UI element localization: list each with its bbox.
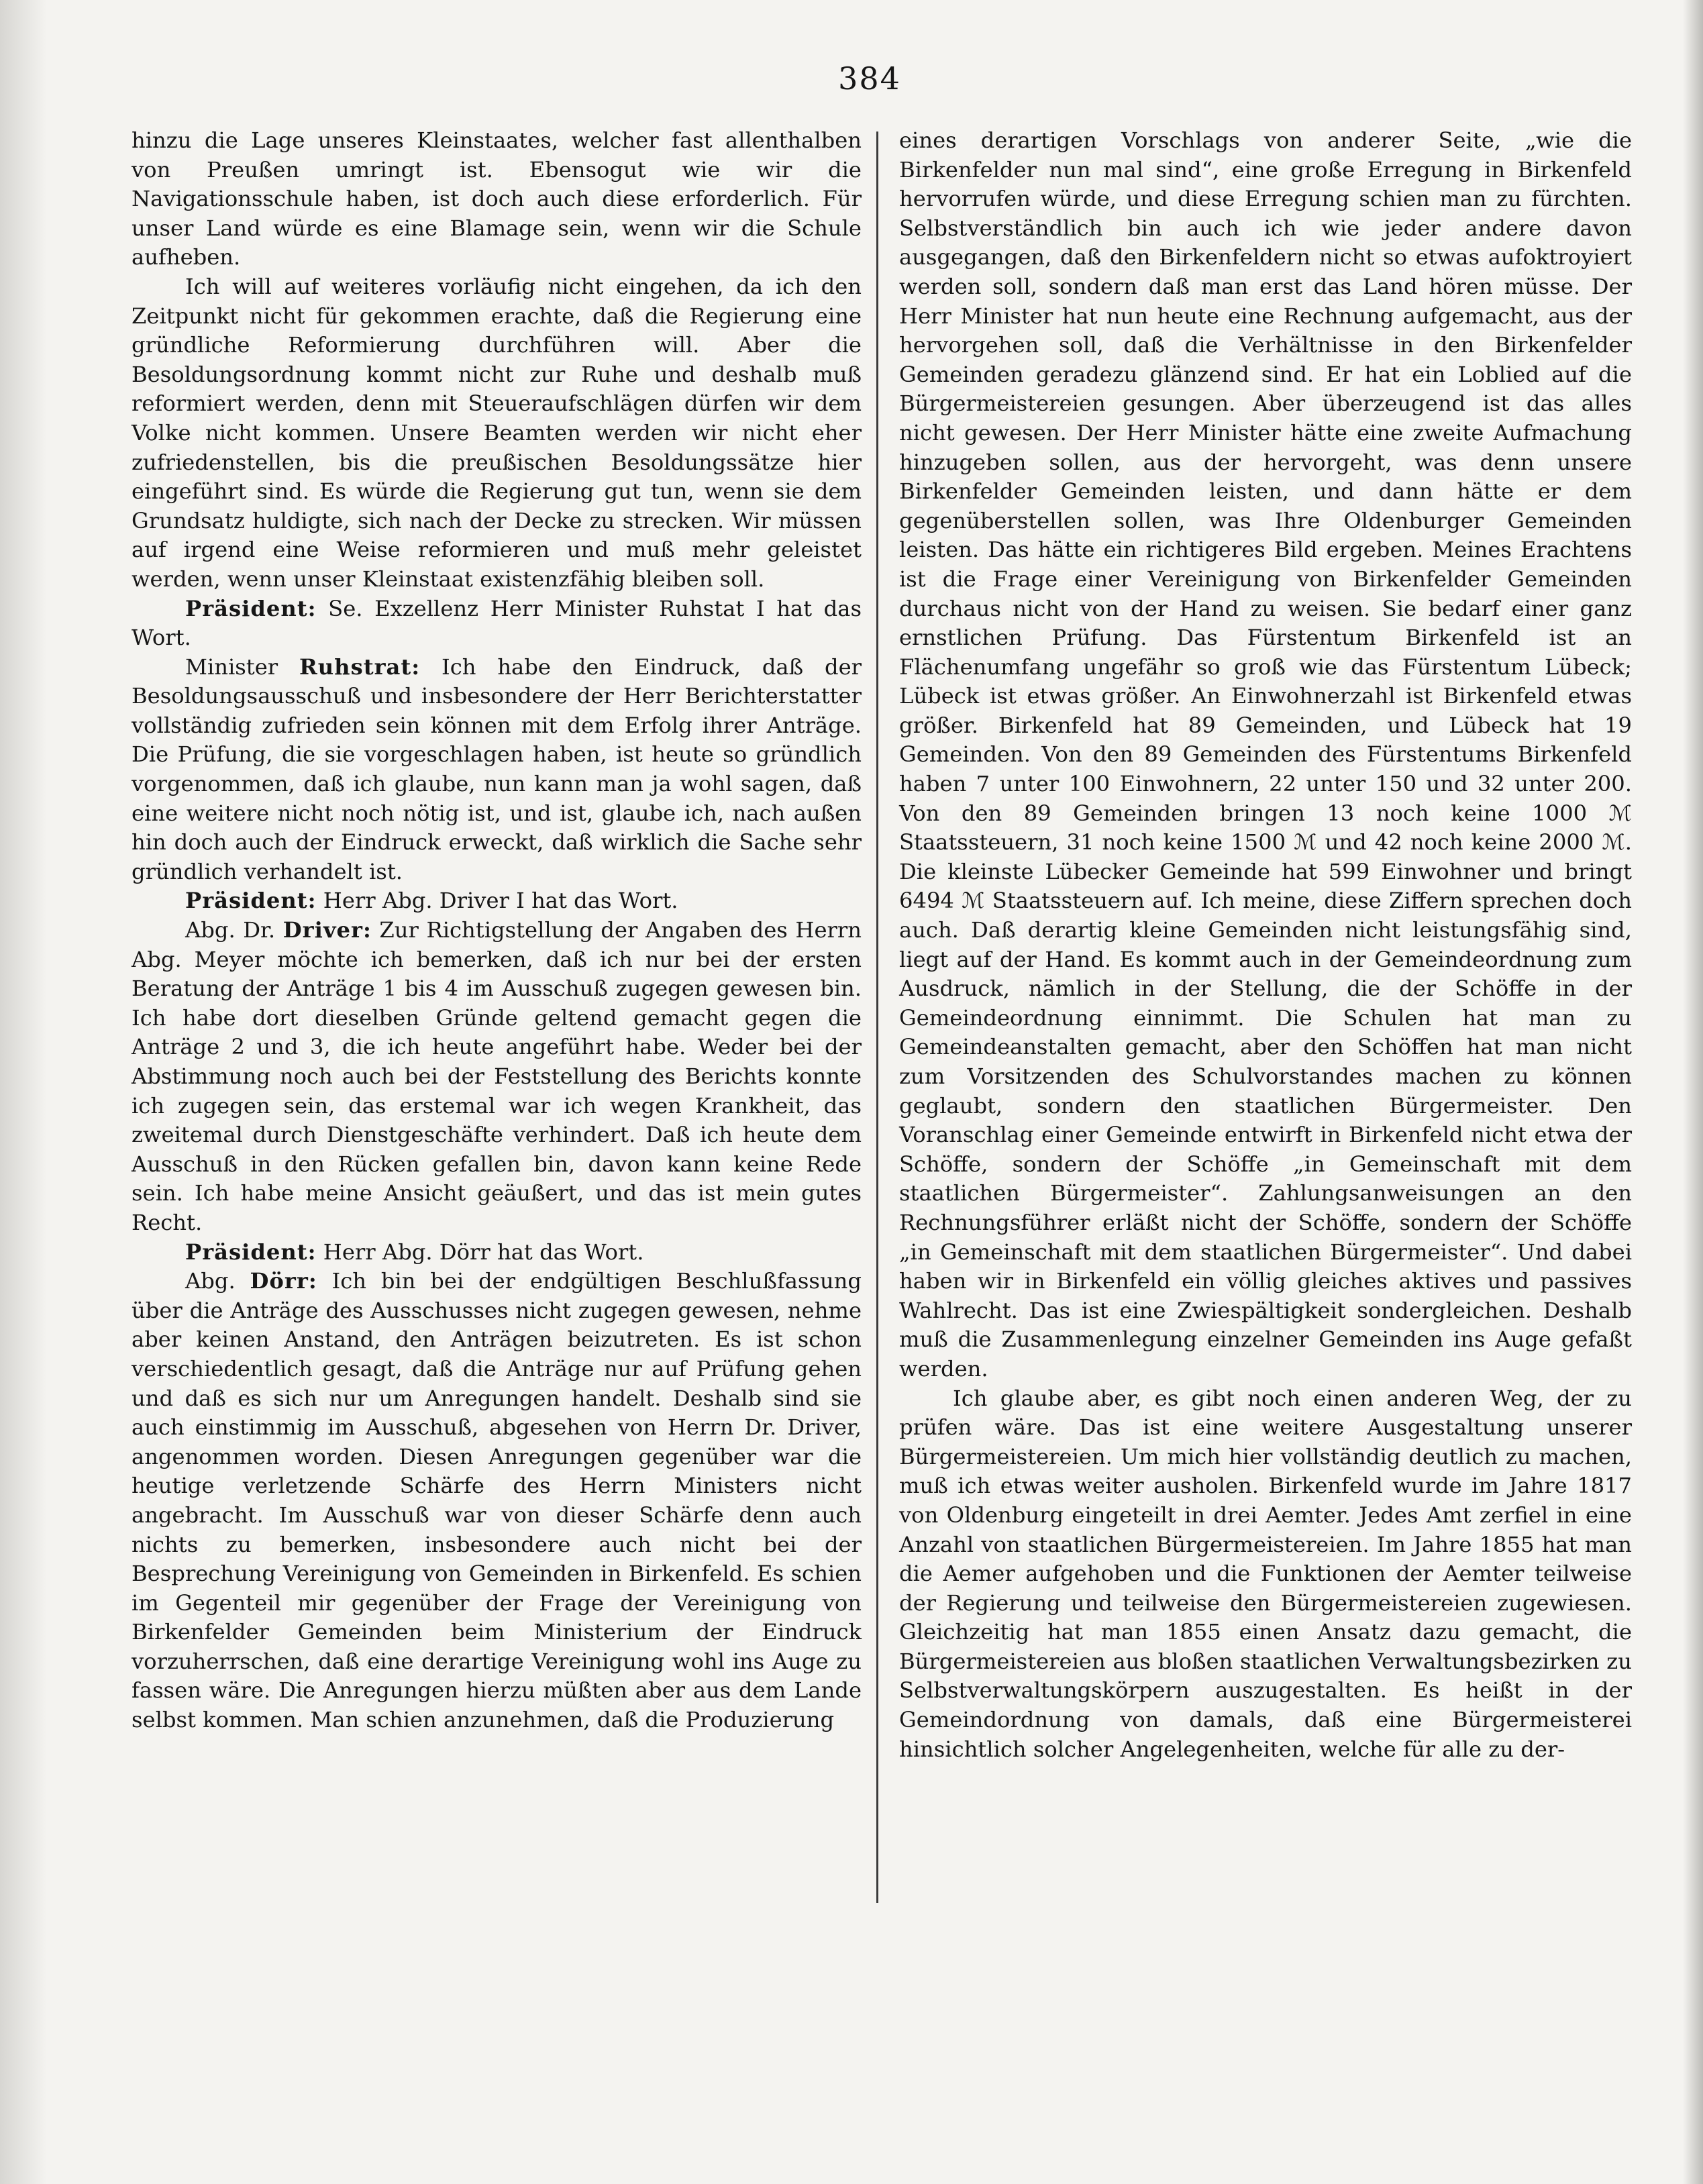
speech-entry — [132, 653, 862, 887]
speech-text: Ich habe den Eindruck, daß der Besoldungsausschuß und insbesondere der Herr Berichterstatter vollständig zufrieden sein können mit dem Erfolg ihrer Anträge. Die Prüfung, die sie vorgeschlagen haben, ist heute so gründlich vorgenommen, daß ich glaube, nun kann man ja wohl sagen, daß eine weitere nicht noch nötig ist, und ist, glaube ich, nach außen hin doch auch der Eindruck erweckt, daß wirklich die Sache sehr gründlich verhandelt ist. — [132, 654, 862, 884]
paragraph: Ich glaube aber, es gibt noch einen anderen Weg, der zu prüfen wäre. Das ist eine weitere Ausgestaltung unserer Bürgermeistereien. Um mich hier vollständig deutlich zu machen, muß ich etwas weiter ausholen. Birkenfeld wurde im Jahre 1817 von Oldenburg eingeteilt in drei Aemter. Jedes Amt zerfiel in eine Anzahl von staatlichen Bürgermeistereien. Im Jahre 1855 hat man die Aemer aufgehoben und die Funktionen der Aemter teilweise der Regierung und teilweise den Bürgermeistereien zugewiesen. Gleichzeitig hat man 1855 einen Ansatz dazu gemacht, die Bürgermeistereien aus bloßen staatlichen Verwaltungsbezirken zu Selbstverwaltungskörpern auszugestalten. Es heißt in der Gemeindordnung von damals, daß eine Bürgermeisterei hinsichtlich solcher Angelegenheiten, welche für alle zu der- — [899, 1385, 1632, 1762]
page-shadow-right — [1683, 0, 1703, 2184]
speech-text: Ich bin bei der endgültigen Beschlußfassung über die Anträge des Ausschusses nicht zugegen gewesen, nehme aber keinen Anstand, den Anträgen beizutreten. Es ist schon verschiedentlich gesagt, daß die Anträge nur auf Prüfung gehen und daß es sich nur um Anregungen handelt. Deshalb sind sie auch einstimmig im Ausschuß, abgesehen von Herrn Dr. Driver, angenommen worden. Diesen Anregungen gegenüber war die heutige verletzende Schärfe des Herrn Ministers nicht angebracht. Im Ausschuß war von dieser Schärfe denn auch nichts zu bemerken, insbesondere auch nicht bei der Besprechung Vereinigung von Gemeinden in Birkenfeld. Es schien im Gegenteil mir gegenüber der Frage der Vereinigung von Birkenfelder Gemeinden beim Ministerium der Eindruck vorzuherrschen, daß eine derartige Vereinigung wohl ins Auge zu fassen wäre. Die Anregungen hierzu müßten aber aus dem Lande selbst kommen. Man schien anzunehmen, daß die Produzierung — [132, 1268, 862, 1733]
speech-entry — [132, 916, 862, 1238]
speaker-name: Ruhstrat: — [299, 654, 421, 680]
speech-text: Herr Abg. Driver I hat das Wort. — [323, 888, 678, 914]
speaker-prefix: Minister — [185, 654, 278, 680]
speech-text: Zur Richtigstellung der Angaben des Herrn Abg. Meyer möchte ich bemerken, daß ich nur bei der ersten Beratung der Anträge 1 bis 4 im Ausschuß zugegen gewesen bin. Ich habe dort dieselben Gründe geltend gemacht gegen die Anträge 2 und 3, die ich heute angeführt habe. Weder bei der Abstimmung noch auch bei der Feststellung des Berichts konnte ich zugegen sein, das erstemal war ich wegen Krankheit, das zweitemal durch Dienstgeschäfte verhindert. Daß ich heute dem Ausschuß in den Rücken gefallen bin, davon kann keine Rede sein. Ich habe meine Ansicht geäußert, und das ist mein gutes Recht. — [132, 917, 862, 1235]
paragraph: hinzu die Lage unseres Kleinstaates, welcher fast allenthalben von Preußen umringt ist. Ebensogut wie wir die Navigationsschule haben, ist doch auch diese erforderlich. Für unser Land würde es eine Blamage sein, wenn wir die Schule aufheben. — [132, 127, 862, 270]
speech-entry — [132, 886, 862, 916]
speech-entry — [132, 1267, 862, 1735]
speaker-name: Driver: — [282, 917, 372, 943]
page-shadow-left — [0, 0, 47, 2184]
speech-text: Herr Abg. Dörr hat das Wort. — [323, 1239, 644, 1265]
column-divider — [876, 132, 878, 1903]
speaker-prefix: Abg. — [185, 1268, 236, 1294]
page-number: 384 — [838, 60, 901, 97]
left-column — [132, 126, 862, 1735]
speech-text: Se. Exzellenz Herr Minister Ruhstat I hat das Wort. — [132, 595, 862, 651]
speaker-name: Präsident: — [185, 595, 317, 621]
speaker-name: Präsident: — [185, 888, 317, 914]
speech-entry — [132, 594, 862, 653]
speech-entry — [132, 1238, 862, 1267]
speaker-name: Präsident: — [185, 1239, 317, 1265]
right-column — [899, 126, 1632, 1764]
paragraph: eines derartigen Vorschlags von anderer Seite, „wie die Birkenfelder nun mal sind“, eine große Erregung in Birkenfeld hervorrufen würde, und diese Erregung schien man zu fürchten. Selbstverständlich bin auch ich wie jeder andere davon ausgegangen, daß den Birkenfeldern nicht so etwas aufoktroyiert werden soll, sondern daß man erst das Land hören müsse. Der Herr Minister hat nun heute eine Rechnung aufgemacht, aus der hervorgehen soll, daß die Verhältnisse in den Birkenfelder Gemeinden geradezu glänzend sind. Er hat ein Loblied auf die Bürgermeistereien gesungen. Aber überzeugend ist das alles nicht gewesen. Der Herr Minister hätte eine zweite Aufmachung hinzugeben sollen, aus der hervorgeht, was denn unsere Birkenfelder Gemeinden leisten, und dann hätte er dem gegenüberstellen sollen, was Ihre Oldenburger Gemeinden leisten. Das hätte ein richtigeres Bild ergeben. Meines Erachtens ist die Frage einer Vereinigung von Birkenfelder Gemeinden durchaus nicht von der Hand zu weisen. Sie bedarf einer ganz ernstlichen Prüfung. Das Fürstentum Birkenfeld ist an Flächenumfang ungefähr so groß wie das Fürstentum Lübeck; Lübeck ist etwas größer. An Einwohnerzahl ist Birkenfeld etwas größer. Birkenfeld hat 89 Gemeinden, und Lübeck hat 19 Gemeinden. Von den 89 Gemeinden des Fürstentums Birkenfeld haben 7 unter 100 Einwohnern, 22 unter 150 und 32 unter 200. Von den 89 Gemeinden bringen 13 noch keine 1000 ℳ Staatssteuern, 31 noch keine 1500 ℳ und 42 noch keine 2000 ℳ. Die kleinste Lübecker Gemeinde hat 599 Einwohner und bringt 6494 ℳ Staatssteuern auf. Ich meine, diese Ziffern sprechen doch auch. Daß derartig kleine Gemeinden nicht leistungsfähig sind, liegt auf der Hand. Es kommt auch in der Gemeindeordnung zum Ausdruck, nämlich in der Stellung, die der Schöffe in der Gemeindeordnung einnimmt. Die Schulen hat man zu Gemeindeanstalten gemacht, aber den Schöffen hat man nicht zum Vorsitzenden des Schulvorstandes machen zu können geglaubt, sondern den staatlichen Bürgermeister. Den Voranschlag einer Gemeinde entwirft in Birkenfeld nicht etwa der Schöffe, sondern der Schöffe „in Gemeinschaft mit dem staatlichen Bürgermeister“. Zahlungsanweisungen an den Rechnungsführer erläßt nicht der Schöffe, sondern der Schöffe „in Gemeinschaft mit dem staatlichen Bürgermeister“. Und dabei haben wir in Birkenfeld ein völlig gleiches aktives und passives Wahlrecht. Das ist eine Zwiespältigkeit sondergleichen. Deshalb muß die Zusammenlegung einzelner Gemeinden ins Auge gefaßt werden. — [899, 127, 1632, 1382]
speaker-prefix: Abg. Dr. — [185, 917, 276, 943]
speaker-name: Dörr: — [250, 1268, 317, 1294]
paragraph: Ich will auf weiteres vorläufig nicht eingehen, da ich den Zeitpunkt nicht für gekommen erachte, daß die Regierung eine gründliche Reformierung durchführen will. Aber die Besoldungsordnung kommt nicht zur Ruhe und deshalb muß reformiert werden, denn mit Steueraufschlägen dürfen wir dem Volke nicht kommen. Unsere Beamten werden wir nicht eher zufriedenstellen, bis die preußischen Besoldungssätze hier eingeführt sind. Es würde die Regierung gut tun, wenn sie dem Grundsatz huldigte, sich nach der Decke zu strecken. Wir müssen auf irgend eine Weise reformieren und muß mehr geleistet werden, wenn unser Kleinstaat existenzfähig bleiben soll. — [132, 273, 862, 592]
